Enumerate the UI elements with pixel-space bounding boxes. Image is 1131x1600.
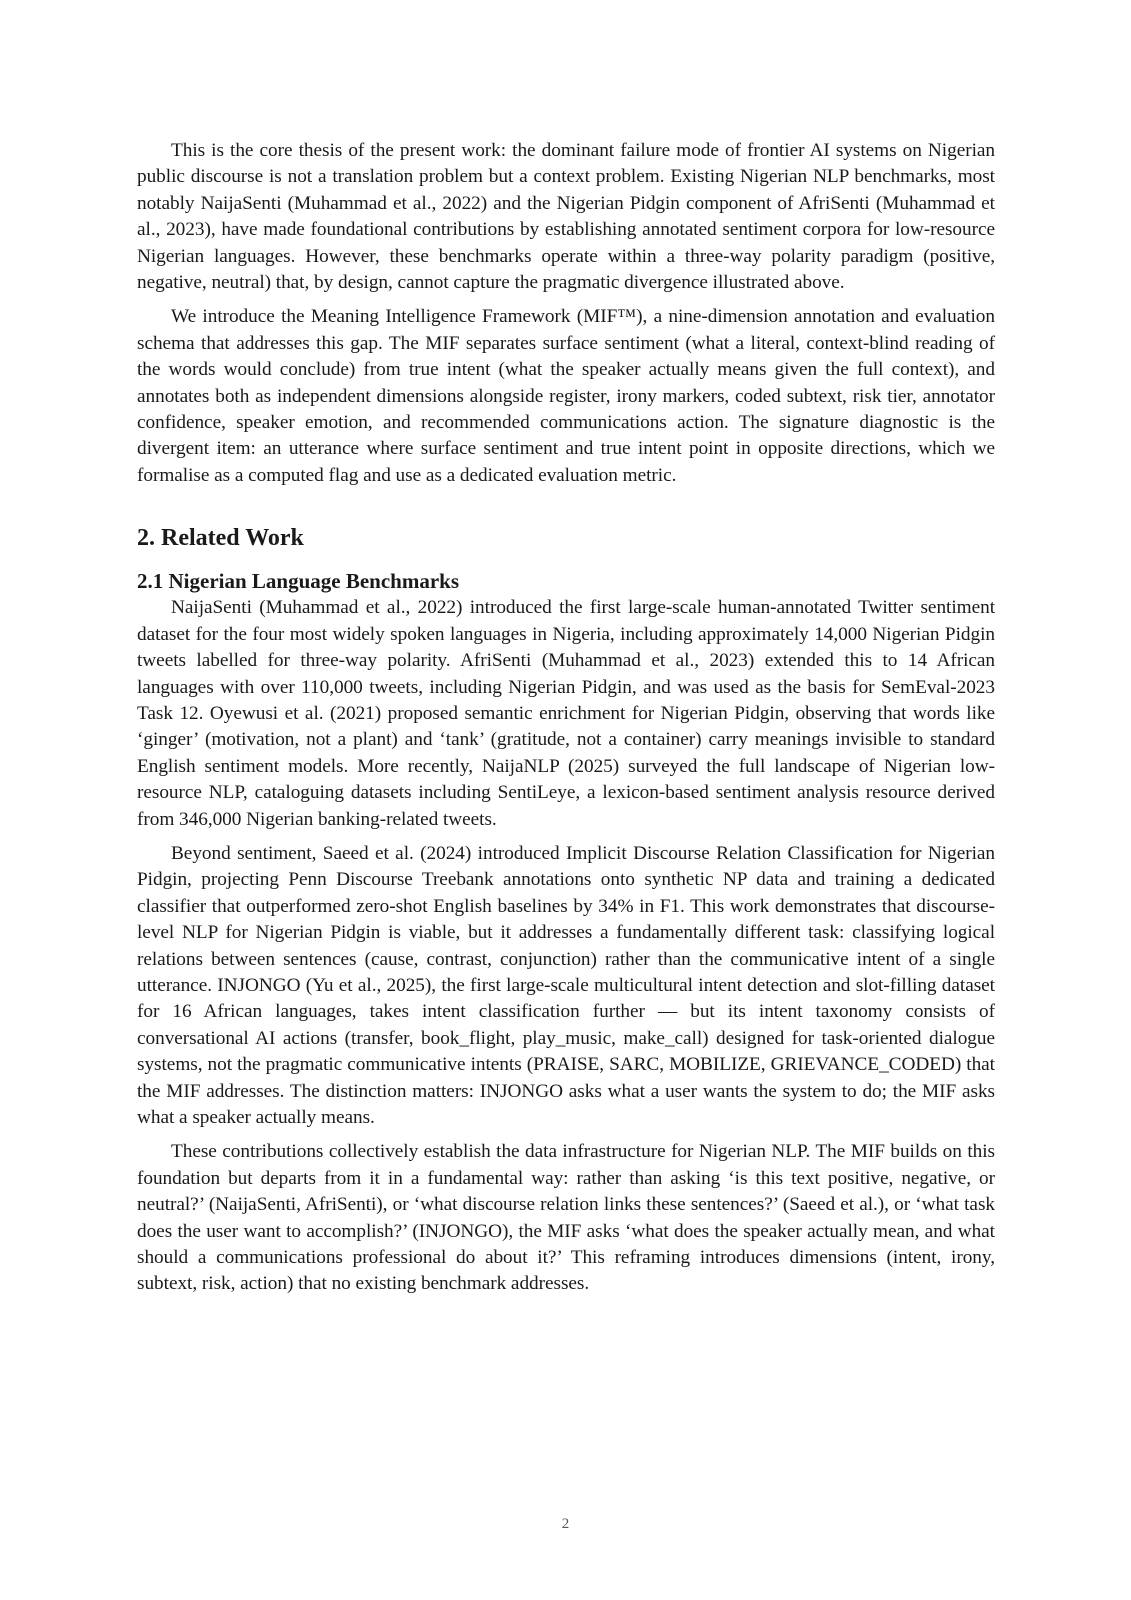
paragraph-contributions: These contributions collectively establish the data infrastructure for Nigerian NLP. The MIF builds on this foundation but departs from it in a fundamental way: rather than asking ‘is this text positive, negative, or neutral?’ (NaijaSenti, AfriSenti), or ‘what discourse relation links these sentences?’ (Saeed et al.), or ‘what task does the user want to accomplish?’ (INJONGO), the MIF asks ‘what does the speaker actually mean, and what should a communications professional do about it?’ This reframing introduces dimensions (intent, irony, subtext, risk, action) that no existing benchmark addresses. bbox=[137, 1141, 995, 1295]
paragraph-naijasenti: NaijaSenti (Muhammad et al., 2022) introduced the first large-scale human-annotated Twitter sentiment dataset for the four most widely spoken languages in Nigeria, including approximately 14,000 Nigerian Pidgin tweets labelled for three-way polarity. AfriSenti (Muhammad et al., 2023) extended this to 14 African languages with over 110,000 tweets, including Nigerian Pidgin, and was used as the basis for SemEval-2023 Task 12. Oyewusi et al. (2021) proposed semantic enrichment for Nigerian Pidgin, observing that words like ‘ginger’ (motivation, not a plant) and ‘tank’ (gratitude, not a container) carry meanings invisible to standard English sentiment models. More recently, NaijaNLP (2025) surveyed the full landscape of Nigerian low-resource NLP, cataloguing datasets including SentiLeye, a lexicon-based sentiment analysis resource derived from 346,000 Nigerian banking-related tweets. bbox=[137, 597, 995, 830]
page-number: 2 bbox=[561, 1516, 570, 1532]
page-body bbox=[137, 138, 995, 1298]
section-heading-related-work: 2. Related Work bbox=[137, 525, 304, 552]
intro-paragraph-thesis: This is the core thesis of the present work: the dominant failure mode of frontier AI systems on Nigerian public discourse is not a translation problem but a context problem. Existing Nigerian NLP benchmarks, most notably NaijaSenti (Muhammad et al., 2022) and the Nigerian Pidgin component of AfriSenti (Muhammad et al., 2023), have made foundational contributions by establishing annotated sentiment corpora for low-resource Nigerian languages. However, these benchmarks operate within a three-way polarity paradigm (positive, negative, neutral) that, by design, cannot capture the pragmatic divergence illustrated above. bbox=[137, 140, 995, 294]
intro-paragraph-mif: We introduce the Meaning Intelligence Framework (MIF™), a nine-dimension annotation and evaluation schema that addresses this gap. The MIF separates surface sentiment (what a literal, context-blind reading of the words would conclude) from true intent (what the speaker actually means given the full context), and annotates both as independent dimensions alongside register, irony markers, coded subtext, risk tier, annotator confidence, speaker emotion, and recommended communications action. The signature diagnostic is the divergent item: an utterance where surface sentiment and true intent point in opposite directions, which we formalise as a computed flag and use as a dedicated evaluation metric. bbox=[137, 306, 995, 486]
paragraph-beyond-sentiment: Beyond sentiment, Saeed et al. (2024) introduced Implicit Discourse Relation Classification for Nigerian Pidgin, projecting Penn Discourse Treebank annotations onto synthetic NP data and training a dedicated classifier that outperformed zero-shot English baselines by 34% in F1. This work demonstrates that discourse-level NLP for Nigerian Pidgin is viable, but it addresses a fundamentally different task: classifying logical relations between sentences (cause, contrast, conjunction) rather than the communicative intent of a single utterance. INJONGO (Yu et al., 2025), the first large-scale multicultural intent detection and slot-filling dataset for 16 African languages, takes intent classification further — but its intent taxonomy consists of conversational AI actions (transfer, book_flight, play_music, make_call) designed for task-oriented dialogue systems, not the pragmatic communicative intents (PRAISE, SARC, MOBILIZE, GRIEVANCE_CODED) that the MIF addresses. The distinction matters: INJONGO asks what a user wants the system to do; the MIF asks what a speaker actually means. bbox=[137, 842, 995, 1128]
subsection-heading-nigerian-benchmarks: 2.1 Nigerian Language Benchmarks bbox=[137, 569, 460, 594]
